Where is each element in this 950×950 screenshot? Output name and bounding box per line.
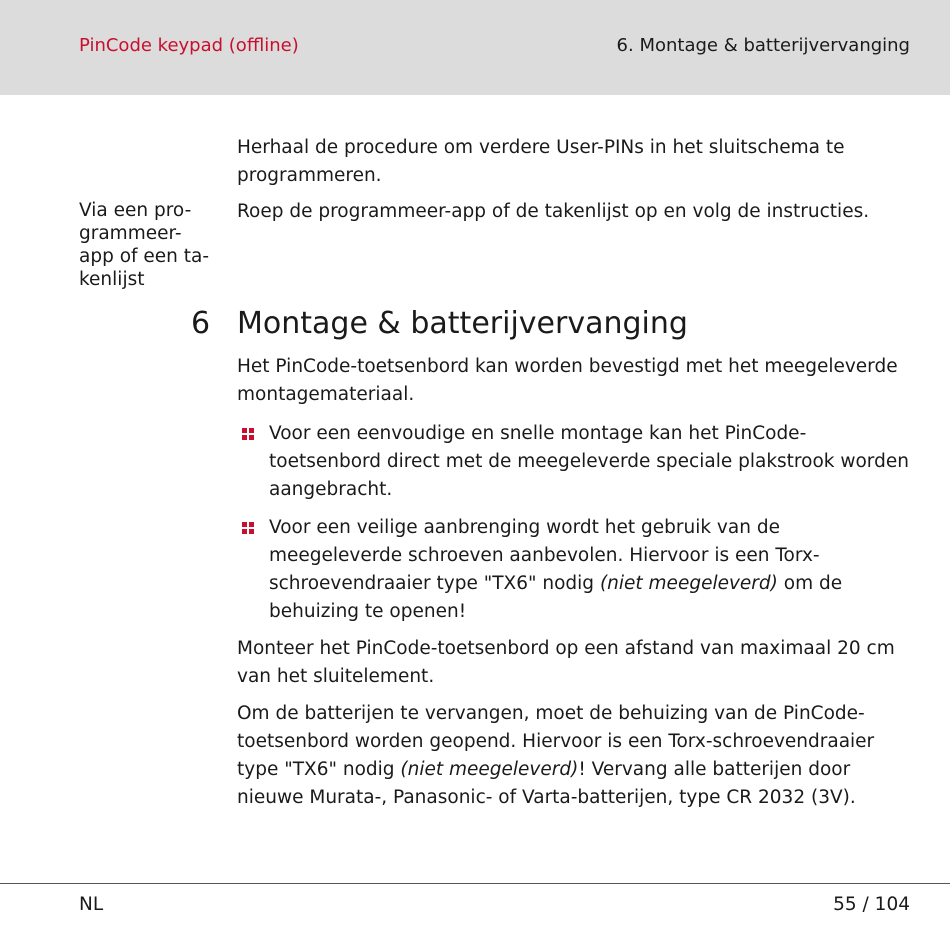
bullet-squares-icon [242,428,254,440]
repeat-procedure-text: Herhaal de procedure om verdere User-PINs in het sluitschema te programmeren. [237,137,845,186]
bullet-italic-note: (niet meegeleverd) [599,573,778,594]
document-title: PinCode keypad (offline) [79,35,299,56]
page-number: 55 / 104 [833,894,910,915]
section-title: Montage & batterijvervanging [237,306,688,341]
app-instruction-text: Roep de programmeer-app of de takenlijst op en volg de instructies. [237,201,870,222]
chapter-title: 6. Montage & batterijvervanging [616,35,910,56]
bullet-text-part: om de behuizing te openen! [269,573,843,622]
battery-text-part: Om de batterijen te vervangen, moet de behuizing van de PinCode-toetsenbord worden geopend. Hiervoor is een Torx-schroevendraaier type "TX6" nodig [237,703,875,780]
bullet-text [269,514,914,626]
bullet-text: Voor een eenvoudige en snelle montage kan het PinCode-toetsenbord direct met de meegeleverde speciale plakstrook worden aangebracht. [269,423,909,500]
footer-language: NL [79,894,104,915]
bullet-squares-icon [242,522,254,534]
battery-text-part: ! Vervang alle batterijen door nieuwe Murata-, Panasonic- of Varta-batterijen, type CR 2032 (3V). [237,759,856,808]
page-header [0,0,950,95]
distance-text: Monteer het PinCode-toetsenbord op een afstand van maximaal 20 cm van het sluitelement. [237,638,895,687]
battery-replacement-text [237,700,917,812]
side-label [79,199,219,291]
bullet-text-part: Voor een veilige aanbrenging wordt het gebruik van de meegeleverde schroeven aanbevolen. Hiervoor is een Torx-schroevendraaier type "TX6" nodig [269,517,820,594]
section-number: 6 [191,306,211,341]
side-label-text: Via een pro- grammeer- app of een ta- kenlijst [79,200,210,290]
footer-divider [0,883,950,884]
battery-italic-note: (niet meegeleverd) [400,759,579,780]
mounting-intro-text: Het PinCode-toetsenbord kan worden bevestigd met het meegeleverde montagemateriaal. [237,356,898,405]
